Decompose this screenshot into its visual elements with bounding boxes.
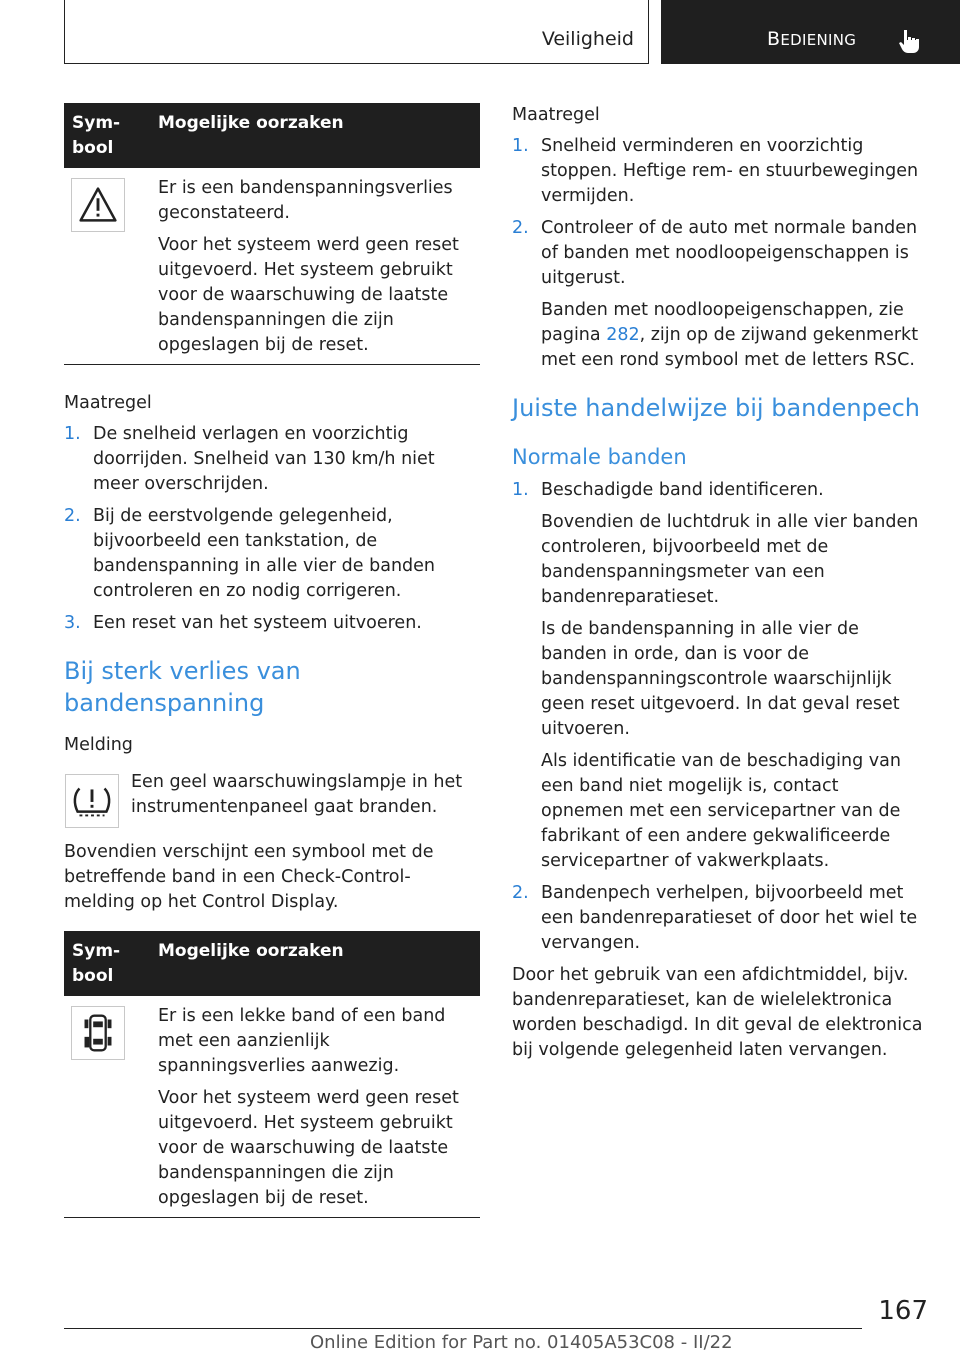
left-column xyxy=(64,103,480,1218)
right-measure-steps xyxy=(512,134,926,373)
step-subtext: Bovendien de luchtdruk in alle vier banden controleren, bijvoorbeeld met de bandenspanningsmeter van een bandenreparatieset. xyxy=(541,512,919,607)
melding-block xyxy=(64,770,480,840)
subtext-after: , zijn op de zijwand gekenmerkt met een rond symbool met de letters RSC. xyxy=(541,325,919,370)
table2-cause-2: Voor het systeem werd geen reset uitgevoerd. Het systeem gebruikt voor de waarschuwing de laatste bandenspanningen die zijn opgeslagen bij de reset. xyxy=(158,1088,459,1208)
step-text: Bandenpech verhelpen, bijvoorbeeld met een bandenreparatieset of door het wiel te vervangen. xyxy=(541,883,918,953)
right-measure-title: Maatregel xyxy=(512,105,600,125)
step-number: 2. xyxy=(512,883,529,903)
step-text: Beschadigde band identificeren. xyxy=(541,480,824,500)
section-title: Veiligheid xyxy=(541,28,634,50)
strong-loss-heading: Bij sterk verlies van bandenspanning xyxy=(64,657,301,717)
melding-text: Een geel waarschuwingslampje in het instrumentenpaneel gaat branden. xyxy=(131,772,463,817)
step-subtext xyxy=(541,298,926,373)
right-column xyxy=(512,103,926,1063)
step-subtext: Als identificatie van de beschadiging van een band niet mogelijk is, contact opnemen met een servicepartner van de fabrikant of een andere gekwalificeerde servicepartner of vakwerkplaats. xyxy=(541,751,901,871)
list-item xyxy=(512,881,926,956)
table2-row-text xyxy=(158,996,470,1221)
subtext-before: Banden met noodloopeigenschappen, zie pagina xyxy=(541,300,904,345)
table1-header-causes: Mogelijke oorzaken xyxy=(158,113,344,133)
table1-cause-1: Er is een bandenspanningsverlies geconstateerd. xyxy=(158,178,453,223)
list-item xyxy=(512,478,926,874)
table1-header-symbol: Sym-bool xyxy=(72,113,121,158)
table2-row xyxy=(64,996,480,1218)
step-text: De snelheid verlagen en voorzichtig doorrijden. Snelheid van 130 km/h niet meer overschrijden. xyxy=(93,424,435,494)
car-flat-tire-icon xyxy=(71,1006,125,1060)
step-subtext: Is de bandenspanning in alle vier de banden in orde, dan is voor de bandenspanningscontrole waarschijnlijk geen reset uitgevoerd. In dat geval reset uitvoeren. xyxy=(541,619,900,739)
list-item xyxy=(64,422,480,497)
flat-tire-paragraph: Door het gebruik van een afdichtmiddel, bijv. bandenreparatieset, kan de wielelektronica worden beschadigd. In dit geval de elektronica bij volgende gelegenheid laten vervangen. xyxy=(512,965,923,1060)
list-item xyxy=(512,134,926,209)
edition-footer: Online Edition for Part no. 01405A53C08 - II/22 xyxy=(310,1332,733,1353)
list-item xyxy=(64,504,480,604)
list-item xyxy=(64,611,480,636)
step-number: 1. xyxy=(64,424,81,444)
step-text: Controleer of de auto met normale banden of banden met noodloopeigenschappen is uitgerust. xyxy=(541,218,918,288)
step-number: 2. xyxy=(64,506,81,526)
normal-tires-subheading: Normale banden xyxy=(512,445,687,469)
page-number: 167 xyxy=(878,1296,928,1326)
flat-tire-heading: Juiste handelwijze bij bandenpech xyxy=(512,394,920,422)
chapter-title-rest: EDIENING xyxy=(780,31,857,49)
chapter-title xyxy=(767,28,856,50)
header-left-box xyxy=(64,0,649,64)
step-text: Bij de eerstvolgende gelegenheid, bijvoorbeeld een tankstation, de bandenspanning in alle vier de banden controleren en zo nodig corrigeren. xyxy=(93,506,436,601)
list-item xyxy=(512,216,926,373)
step-number: 1. xyxy=(512,480,529,500)
page-link-282[interactable]: 282 xyxy=(606,325,640,345)
step-text: Snelheid verminderen en voorzichtig stoppen. Heftige rem- en stuurbewegingen vermijden. xyxy=(541,136,919,206)
step-text: Een reset van het systeem uitvoeren. xyxy=(93,613,422,633)
flat-tire-steps xyxy=(512,478,926,956)
melding-label: Melding xyxy=(64,735,133,755)
table2-header-symbol: Sym-bool xyxy=(72,941,121,986)
left-measure-title: Maatregel xyxy=(64,393,152,413)
table2-cause-1: Er is een lekke band of een band met een aanzienlijk spanningsverlies aanwezig. xyxy=(158,1006,446,1076)
table1-row xyxy=(64,168,480,365)
strong-loss-paragraph: Bovendien verschijnt een symbool met de betreffende band in een Check-Control-melding op het Control Display. xyxy=(64,842,434,912)
table1-row-text xyxy=(158,168,470,368)
chapter-title-cap: B xyxy=(767,28,781,50)
table1-header xyxy=(64,103,480,168)
table2-header xyxy=(64,931,480,996)
pointing-hand-icon xyxy=(895,27,923,55)
step-number: 3. xyxy=(64,613,81,633)
table2-header-causes: Mogelijke oorzaken xyxy=(158,941,344,961)
table1-cause-2: Voor het systeem werd geen reset uitgevoerd. Het systeem gebruikt voor de waarschuwing de laatste bandenspanningen die zijn opgeslagen bij de reset. xyxy=(158,235,459,355)
warning-triangle-icon xyxy=(71,178,125,232)
step-number: 1. xyxy=(512,136,529,156)
step-number: 2. xyxy=(512,218,529,238)
tire-pressure-warning-icon xyxy=(65,774,119,828)
header-right-box xyxy=(661,0,960,64)
footer-divider xyxy=(64,1328,862,1329)
left-measure-steps xyxy=(64,422,480,636)
